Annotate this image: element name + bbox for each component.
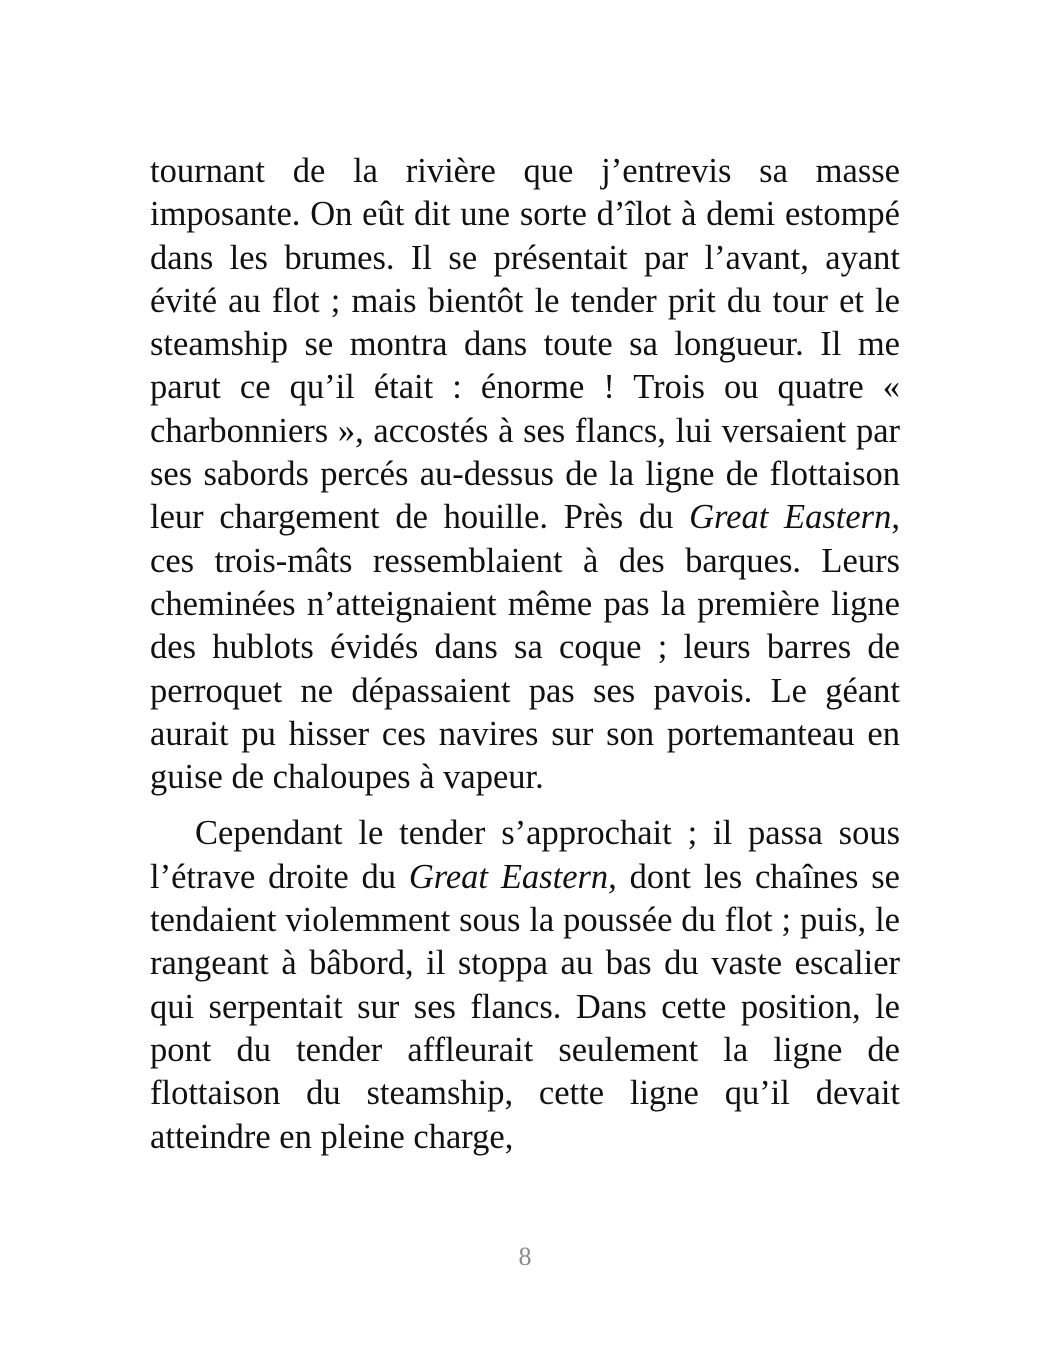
ship-name-italic: Great Eastern,	[408, 857, 617, 896]
paragraph-1-text-continued: , ces trois-mâts ressemblaient à des barques. Leurs cheminées n’atteignaient même pas la première ligne des hublots évidés dans sa coque ; leurs barres de perroquet ne dépassaient pas ses pavois. Le géant aurait pu hisser ces navires sur son portemanteau en guise de chaloupes à vapeur.	[150, 498, 900, 797]
paragraph-1-text: tournant de la rivière que j’entrevis sa masse imposante. On eût dit une sorte d’îlot à demi estompé dans les brumes. Il se présentait par l’avant, ayant évité au flot ; mais bientôt le tender prit du tour et le steamship se montra dans toute sa longueur. Il me parut ce qu’il était : énorme ! Trois ou quatre « charbonniers », accostés à ses flancs, lui versaient par ses sabords percés au-dessus de la ligne de flottaison leur chargement de houille. Près du	[150, 152, 900, 537]
paragraph-1	[150, 150, 900, 799]
paragraph-2-text: Cependant le tender s’approchait ; il passa sous l’étrave droite du	[150, 814, 900, 896]
paragraph-2-text-continued: dont les chaînes se tendaient violemment sous la poussée du flot ; puis, le rangeant à bâbord, il stoppa au bas du vaste escalier qui serpentait sur ses flancs. Dans cette position, le pont du tender affleurait seulement la ligne de flottaison du steamship, cette ligne qu’il devait atteindre en pleine charge,	[150, 857, 900, 1156]
paragraph-2	[150, 812, 900, 1158]
ship-name-italic: Great Eastern	[689, 498, 892, 537]
page-number: 8	[518, 1242, 532, 1271]
body-text	[150, 150, 900, 1159]
